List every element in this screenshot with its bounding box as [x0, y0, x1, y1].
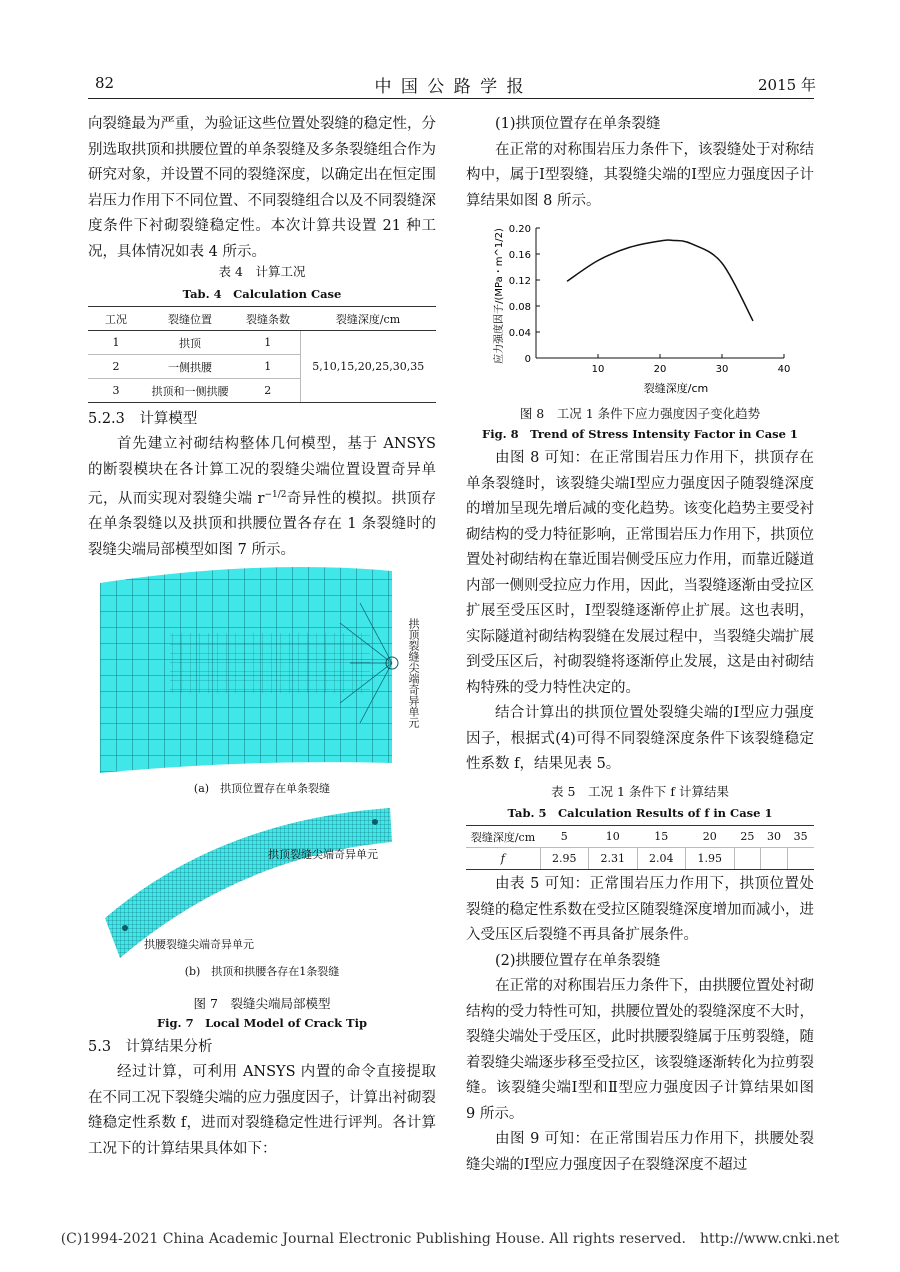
t4-cell: 2 [236, 379, 300, 403]
t4-header-case: 工况 [88, 307, 144, 331]
t4-cell: 拱顶 [144, 331, 236, 355]
x-tick-label: 10 [591, 364, 605, 375]
right-sub-1: (1)拱顶位置存在单条裂缝 [495, 116, 661, 132]
right-para-2: 由图 8 可知：在正常围岩压力作用下，拱顶存在单条裂缝时，该裂缝尖端Ⅰ型应力强度因子随裂缝深度的增加呈现先增后减的变化趋势。该变化趋势主要受衬砌结构的受力特征影响，正常围岩压力作用下，拱顶位置处衬砌结构在靠近围岩侧受压应力作用，而靠近隧道内部一侧则受拉应力作用，因此，当裂缝逐渐由受拉区扩展至受压区时，Ⅰ型裂缝逐渐停止扩展。这也表明，实际隧道衬砌结构裂缝在发展过程中，当裂缝尖端扩展到受压区后，衬砌裂缝将逐渐停止发展，这是由衬砌结构特殊的受力特性决定的。 [466, 450, 814, 696]
left-para-3: 经过计算，可利用 ANSYS 内置的命令直接提取在不同工况下裂缝尖端的应力强度因子，计算出衬砌裂缝稳定性系数 f，进而对裂缝稳定性进行评判。各计算工况下的计算结果具体如下： [88, 1064, 436, 1157]
t5-cell: 1.95 [686, 848, 735, 870]
chart-axes [536, 228, 784, 358]
x-tick-label: 30 [715, 364, 729, 375]
t5-cell: 30 [761, 826, 788, 848]
x-tick-label: 20 [653, 364, 667, 375]
fig7-caption-cn: 图 7 裂缝尖端局部模型 [193, 996, 331, 1011]
t4-header-count: 裂缝条数 [236, 307, 300, 331]
fig7b-caption: (b) 拱顶和拱腰各存在1条裂缝 [184, 965, 340, 978]
x-tick-label: 40 [777, 364, 791, 375]
fig7b-label-1: 拱顶裂缝尖端奇异单元 [268, 848, 378, 861]
right-para-4: 由表 5 可知：正常围岩压力作用下，拱顶位置处裂缝的稳定性系数在受拉区随裂缝深度增加而减小，进入受压区后裂缝不再具备扩展条件。 [466, 876, 814, 943]
right-column-2 [466, 446, 814, 778]
t4-cell: 拱顶和一侧拱腰 [144, 379, 236, 403]
t5-cell: 35 [787, 826, 814, 848]
t4-cell: 1 [236, 355, 300, 379]
header-rule [88, 98, 814, 99]
fig8-chart [466, 212, 814, 400]
t4-header-depth: 裂缝深度/cm [300, 307, 436, 331]
right-para-6: 由图 9 可知：在正常围岩压力作用下，拱腰处裂缝尖端的Ⅰ型应力强度因子在裂缝深度不超过 [466, 1131, 814, 1173]
t5-cell: 15 [637, 826, 686, 848]
left-column-3 [88, 1034, 436, 1162]
t5-cell: 10 [589, 826, 638, 848]
y-tick-label: 0.04 [508, 328, 531, 339]
y-axis-label: 应力强度因子/(MPa・m^1/2) [494, 228, 505, 364]
t5-cell: 5 [540, 826, 589, 848]
t4-cell: 1 [236, 331, 300, 355]
y-tick-label: 0.12 [508, 276, 531, 287]
t5-cell: 2.95 [540, 848, 589, 870]
t5-cell [734, 848, 761, 870]
year: 2015 年 [758, 76, 816, 94]
right-para-3: 结合计算出的拱顶位置处裂缝尖端的Ⅰ型应力强度因子，根据式(4)可得不同裂缝深度条件下该裂缝稳定性系数 f，结果见表 5。 [466, 705, 814, 772]
x-axis-label: 裂缝深度/cm [643, 382, 709, 395]
y-tick-label: 0.20 [508, 224, 531, 235]
left-column [88, 112, 436, 265]
table5-title-en: Tab. 5 Calculation Results of f in Case 1 [507, 806, 773, 820]
section-5-2-3: 5.2.3 计算模型 [88, 411, 198, 427]
table4-title-cn: 表 4 计算工况 [218, 264, 306, 279]
right-sub-2: (2)拱腰位置存在单条裂缝 [495, 952, 661, 969]
y-tick-label: 0.08 [508, 302, 531, 313]
fig8-caption-en: Fig. 8 Trend of Stress Intensity Factor in Case 1 [482, 427, 798, 441]
para2-text: 首先建立衬砌结构整体几何模型，基于 ANSYS 的断裂模块在各计算工况的裂缝尖端位置设置奇异单元，从而实现对裂缝尖端 r [88, 436, 436, 507]
para2-end: 奇异性的模拟。拱顶存在单条裂缝以及拱顶和拱腰位置各存在 1 条裂缝时的裂缝尖端局部模型如图 7 所示。 [88, 490, 436, 558]
t5-label: 裂缝深度/cm [466, 826, 540, 848]
t4-cell: 2 [88, 355, 144, 379]
y-tick-label: 0 [524, 354, 531, 365]
table-row [466, 826, 814, 848]
fig8-caption-cn: 图 8 工况 1 条件下应力强度因子变化趋势 [519, 406, 761, 421]
t5-cell: 20 [686, 826, 735, 848]
fig7a-label: 拱顶裂缝尖端奇异单元 [407, 618, 420, 728]
table-row [88, 331, 436, 355]
left-column-2 [88, 406, 436, 563]
t4-cell: 3 [88, 379, 144, 403]
t5-label-f: f [466, 848, 540, 870]
fig7-caption-en: Fig. 7 Local Model of Crack Tip [156, 1016, 368, 1030]
fig7b-label-2: 拱腰裂缝尖端奇异单元 [144, 938, 254, 951]
t4-cell: 一侧拱腰 [144, 355, 236, 379]
right-para-5: 在正常的对称围岩压力条件下，由拱腰位置处衬砌结构的受力特性可知，拱腰位置处的裂缝深度不大时，裂缝尖端处于受压区，此时拱腰裂缝属于压剪裂缝，随着裂缝尖端逐步移至受拉区，该裂缝逐渐转化为拉剪裂缝。该裂缝尖端Ⅰ型和Ⅱ型应力强度因子计算结果如图 9 所示。 [466, 978, 814, 1122]
right-column-3 [466, 872, 814, 1178]
t4-cell: 1 [88, 331, 144, 355]
t5-cell: 25 [734, 826, 761, 848]
t4-header-position: 裂缝位置 [144, 307, 236, 331]
section-5-3: 5.3 计算结果分析 [88, 1039, 213, 1055]
fig7a-caption: (a) 拱顶位置存在单条裂缝 [193, 782, 331, 795]
fig7a-mesh [100, 563, 435, 778]
table5 [466, 825, 814, 870]
table4 [88, 306, 436, 403]
y-tick-label: 0.16 [508, 250, 531, 261]
journal-title: 中 国 公 路 学 报 [374, 77, 526, 97]
table5-title-cn: 表 5 工况 1 条件下 f 计算结果 [551, 784, 729, 799]
table4-title-en: Tab. 4 Calculation Case [182, 287, 342, 301]
copyright-footer: (C)1994-2021 China Academic Journal Electronic Publishing House. All rights reserved. http://www.cnki.net [60, 1231, 840, 1247]
t4-depths: 5,10,15,20,25,30,35 [300, 331, 436, 403]
t5-cell [761, 848, 788, 870]
t5-cell [787, 848, 814, 870]
left-para-2 [88, 432, 436, 563]
chart-ticks [509, 224, 791, 375]
series-line [567, 240, 753, 321]
right-para-1: 在正常的对称围岩压力条件下，该裂缝处于对称结构中，属于Ⅰ型裂缝，其裂缝尖端的Ⅰ型应力强度因子计算结果如图 8 所示。 [466, 141, 814, 209]
t5-cell: 2.04 [637, 848, 686, 870]
table-row [466, 848, 814, 870]
left-para-1: 向裂缝最为严重，为验证这些位置处裂缝的稳定性，分别选取拱顶和拱腰位置的单条裂缝及多条裂缝组合作为研究对象，并设置不同的裂缝深度，以确定出在恒定围岩压力作用下不同位置、不同裂缝组合以及不同裂缝深度条件下衬砌裂缝稳定性。本次计算共设置 21 种工况，具体情况如表 4 所示。 [88, 116, 436, 260]
para2-sup: −1/2 [264, 490, 287, 500]
t5-cell: 2.31 [589, 848, 638, 870]
page-number: 82 [95, 74, 115, 92]
right-column [466, 112, 814, 214]
